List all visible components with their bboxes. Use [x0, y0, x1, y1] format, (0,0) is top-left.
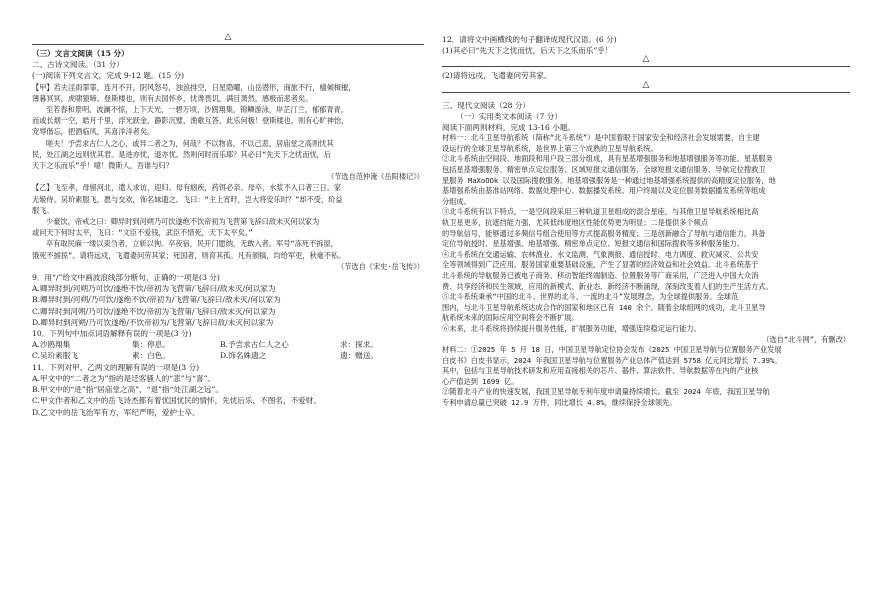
q10-option-gloss: 集：停息。 [132, 340, 170, 350]
material-1-line: 分组成。 [442, 196, 471, 206]
passage-jia-line: 民，处江湖之远则忧其君。是进亦忧，退亦忧。然则何时而乐耶？其必曰“先天下之忧而忧，后 [32, 149, 332, 159]
q10-options-row [32, 350, 424, 361]
right-column [442, 34, 850, 409]
q9-option: C.卿异时到河朔/乃可饮/遂绝不饮/帝初为飞营第/飞辞曰/敌未灭/何以家为 [32, 306, 276, 316]
q10-option-gloss: 素：白色。 [132, 351, 170, 361]
intro: 阅读下面两则材料，完成 13-16 小题。 [442, 123, 576, 133]
q11-option: A.甲文中的“二者之为”指的是迁客骚人的“悲”与“喜”。 [32, 373, 216, 383]
section-title: （三）文言文阅读（15 分） [32, 49, 129, 58]
material-2-line: 白皮书》白皮书显示，2024 年我国卫星导航与位置服务产业总体产值达到 5758 亿元同比增长 7.39%。 [442, 355, 782, 365]
question-10: 10．下列句中加点词语解释有误的一项是(3 分) [32, 329, 192, 339]
answer-line [442, 79, 850, 93]
material-1-line: 的导航信号，能够通过多频信号组合使用等方式提高服务精度；三是创新融合了导航与通信能力，具备 [442, 228, 766, 238]
left-column [32, 34, 424, 418]
material-1-line: ③北斗系统有以下特点，一是空间段采用三种轨道卫星组成的混合星座，与其他卫星导航系统相比高 [442, 207, 759, 217]
q10-option: C.吴玠素服飞 [32, 351, 78, 361]
material-1-line: 基增强系统由基准站网络、数据处理中心、数据播发系统、用户终端以及定位服务数据播发系统等组成 [442, 186, 766, 196]
material-1-line: 包括星基增强服务、精密单点定位服务、区域短报文通信服务、全球短报文通信服务、导航定位搜救卫 [442, 165, 766, 174]
part3-title: 三、现代文阅读（28 分） [442, 100, 531, 110]
material-1-line: 星服务 MaXoOOk 以及国际搜救服务。地基增强服务是一种通过地基增强系统提供的高精度定位服务，地 [442, 175, 776, 185]
material-1-line: 围内，与北斗卫星导航系统达成合作的国家和地区已有 140 余个。随着全球组网的成功，北斗卫星导 [442, 302, 766, 312]
answer-line [442, 56, 850, 67]
question-11: 11．下列对甲、乙两文的理解有误的一项是(3 分) [32, 362, 200, 372]
passage-yi-line: 或问天下何时太平，飞曰：“文臣不爱钱，武臣不惜死，天下太平矣。” [32, 228, 253, 238]
passage-jia-line: 天下之乐而乐”乎！噫！微斯人，吾谁与归？ [32, 161, 173, 171]
q11-option: B.甲文中的“进”指“居庙堂之高”，“退”指“处江湖之远”。 [32, 385, 223, 395]
material-2-line: 心产值达到 1699 亿。 [442, 376, 519, 386]
material-1-line: ⑥未来，北斗系统将持续提升服务性能，扩展服务功能，增强连续稳定运行能力。 [442, 323, 701, 333]
triangle-marker: △ [224, 32, 232, 42]
q9-option: A.卿异时到/河朔乃可饮/遂绝不饮/帝初为飞营第/飞辞曰/敌未灭/何以家为 [32, 284, 276, 294]
q12-part-2: (2)请将远戍，飞遣妻问劳其家。 [442, 71, 552, 81]
material-1-line: ④北斗系统在交通运输、农林渔业、水文监测、气象测报、通信授时、电力调度、救灾减灾、公共安 [442, 249, 759, 259]
passage-yi-line: 饿死不掳掠”。请将远戍，飞遣妻问劳其家；死国者，则育其孤。凡有颁犒，均给军吏，秋毫不私。 [32, 250, 346, 260]
passage-jia-line: 宠辱偕忘，把酒临风，其喜洋洋者矣。 [32, 127, 155, 137]
answer-line [32, 34, 424, 45]
material-2-line: 专利申请总量已突破 12.9 万件，同比增长 4.8%，继续保持全球领先。 [442, 398, 677, 408]
material-1-line: 材料一：北斗卫星导航系统（简称“北斗系统”）是中国着眼于国家安全和经济社会发展需要，自主建 [442, 133, 760, 143]
passage-jia-line: 嗟夫！予尝求古仁人之心，或异二者之为，何哉？不以物喜，不以己悲，居庙堂之高则忧其 [46, 138, 334, 148]
sub-title: （一）实用类文本阅读（7 分） [456, 111, 562, 121]
q9-option: B.卿异时到/河朔/乃可饮/遂绝不饮/帝初为/飞营第/飞辞曰/敌未灭/何以家为 [32, 295, 281, 305]
question-12: 12．请将文中画横线的句子翻译成现代汉语。(6 分) [442, 35, 617, 44]
yi-source: （节选自《宋史·岳飞传》） [337, 261, 424, 271]
part2-title: 二、古诗文阅读。（31 分） [32, 60, 124, 70]
q10-option: D.饰名姝遗之 [220, 351, 267, 361]
material-1-line: 航系统未来的国际应用空间将会不断扩展。 [442, 313, 579, 323]
passage-jia-line: 至若春和景明，波澜不惊，上下天光，一碧万顷，沙鸥翔集，锦鳞游泳，岸芷汀兰，郁郁青青。 [46, 105, 348, 115]
triangle-marker: △ [642, 54, 650, 65]
q10-option-gloss: 遗：赠送。 [340, 351, 378, 361]
passage-jia-line: 而或长烟一空，皓月千里，浮光跃金，静影沉璧，渔歌互答，此乐何极！登斯楼也，则有心旷神怡， [32, 116, 349, 126]
passage-yi-line: 无姬侍。吴玠素服飞，愿与交欢，饰名妹遗之。飞曰：“主上宵旰，岂大将安乐时？”却不受，玠益 [32, 194, 343, 204]
sub-title: (一)阅读下列文言文，完成 9-12 题。(15 分) [32, 71, 185, 81]
material-1-source: （选自“北斗网”，有删改） [762, 334, 850, 344]
passage-yi-line: 服飞。 [32, 205, 54, 215]
q10-option: A.沙鸥翔集 [32, 340, 71, 350]
material-1-line: ②北斗系统由空间段、地面段和用户段三部分组成，具有星基增强服务和地基增强服务等功能。星基服务 [442, 154, 773, 164]
jia-source: （节选自范仲淹《岳阳楼记》） [326, 172, 424, 182]
q11-option: D.乙文中的岳飞治军有方，军纪严明，爱护士卒。 [32, 407, 200, 417]
q10-option-gloss: 求：探求。 [340, 340, 378, 350]
material-1-line: 北斗系统的导航服务已被电子商务、移动智能终端制造、位置服务等厂商采用，广泛进入中国大众消 [442, 270, 759, 280]
passage-yi-line: 卒有取民麻一缕以束刍者，立斩以徇。卒夜宿，民开门愿纳，无敢入者。军号“冻死不拆屋， [46, 239, 338, 249]
material-1-line: 全等领域得到广泛应用，服务国家重要基础设施，产生了显著的经济效益和社会效益。北斗系统基于 [442, 260, 759, 270]
material-1-line: 费、共享经济和民生领域，应用的新模式、新业态、新经济不断涌现，深刻改变着人们的生产生活方式。 [442, 281, 773, 291]
material-1-line: 定位导航授时、星基增强、地基增强、精密单点定位、短报文通信和国际搜救等多种服务能力。 [442, 239, 744, 249]
material-2-line: 其中，包括与卫星导航技术研发和应用直接相关的芯片、器件、算法软件、导航数据等在内的产业核 [442, 366, 759, 376]
q9-option: D.卿异时到河朔/乃可饮遂绝/不饮帝初为/飞营第/飞辞曰敌/未灭何以家为 [32, 317, 274, 327]
triangle-marker: △ [642, 79, 650, 90]
passage-jia-line: 薄暮冥冥，虎啸猿啼。登斯楼也，则有去国怀乡，忧谗畏讥，满目萧然，感极而悲者矣。 [32, 93, 313, 103]
passage-yi-wavy-line: 少豪饮，帝戒之曰：卿异时到河朔乃可饮遂绝不饮帝初为飞营第飞辞曰敌未灭何以家为 [46, 217, 320, 227]
material-1-line: 设运行的全球卫星导航系统，是世界上第三个成熟的卫星导航系统。 [442, 143, 658, 153]
passage-jia-line: 【甲】若夫淫雨霏霏，连月不开，阴风怒号，浊浪排空，日星隐曜，山岳潜形，商旅不行，樯倾楫摧， [32, 82, 356, 92]
material-1-line: 轨卫星更多，抗遮挡能力强，尤其低纬度地区性能优势更为明显；二是提供多个频点 [442, 217, 708, 227]
q12-part-1: (1)其必曰“先天下之忧而忧，后天下之乐而乐”乎！ [442, 46, 613, 56]
q11-option: C.甲文作者和乙文中的岳飞诗杰都有着忧国忧民的情怀，先忧后乐，不图名，不爱财。 [32, 396, 321, 406]
question-9: 9．用“/”给文中画波浪线部分断句，正确的一项是(3 分) [32, 273, 220, 283]
q10-option: B.予尝求古仁人之心 [220, 340, 289, 350]
material-2-line: 材料二：①2025 年 5 月 18 日，中国卫星导航定位协会发布《2025 中国卫星导航与位置服务产业发展 [442, 345, 782, 355]
material-1-line: ⑤北斗系统秉承“中国的北斗、世界的北斗、一流的北斗”发展理念，为全球提供服务。全球范 [442, 292, 739, 302]
q10-options-row [32, 339, 424, 350]
material-2-line: ②随着北斗产业的快速发展，我国卫星导航专利年度申请量持续增长。截至 2024 年底，我国卫星导航 [442, 387, 770, 397]
passage-yi-line: 【乙】飞至孝，母留河北，遣人求访，迎归。母有痼疾，药饵必亲。母卒，水浆不入口者三日。家 [32, 183, 342, 193]
